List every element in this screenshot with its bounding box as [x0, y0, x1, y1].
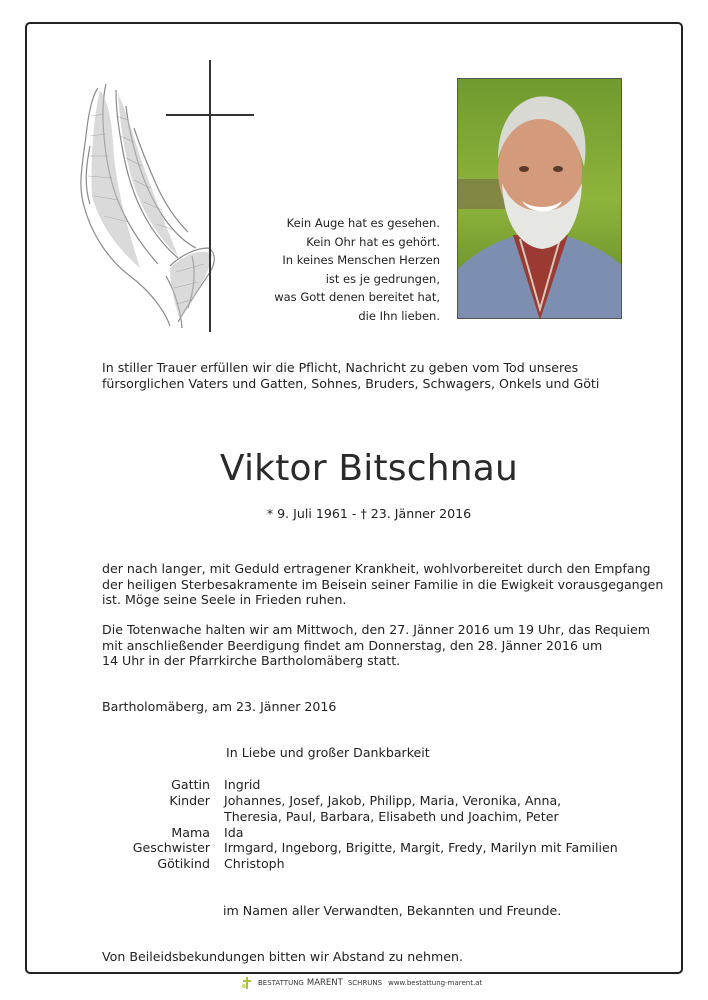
family-label-kinder: Kinder: [169, 793, 210, 808]
family-value-goetikind: Christoph: [224, 856, 285, 871]
funeral-details-paragraph: [102, 622, 650, 669]
final-note: Von Beileidsbekundungen bitten wir Abstand zu nehmen.: [102, 949, 464, 964]
footer-prefix: BESTATTUNG: [258, 979, 304, 987]
life-dates: * 9. Juli 1961 - † 23. Jänner 2016: [266, 506, 472, 521]
place-and-date: Bartholomäberg, am 23. Jänner 2016: [102, 699, 337, 714]
paragraph-line: 14 Uhr in der Pfarrkirche Bartholomäberg statt.: [102, 653, 401, 668]
love-line: In Liebe und großer Dankbarkeit: [226, 745, 430, 760]
verse-line: Kein Ohr hat es gehört.: [306, 234, 440, 249]
cross-horizontal-bar: [166, 114, 254, 116]
paragraph-line: Die Totenwache halten wir am Mittwoch, den 27. Jänner 2016 um 19 Uhr, das Requiem: [102, 622, 651, 637]
footer-brand: MARENT: [306, 978, 343, 988]
verse-line: ist es je gedrungen,: [325, 271, 440, 286]
family-label-geschwister: Geschwister: [132, 840, 210, 855]
portrait-photo: [457, 78, 622, 319]
family-value-gattin: Ingrid: [224, 777, 261, 792]
family-label-goetikind: Götikind: [157, 856, 210, 871]
cross-vertical-bar: [209, 60, 211, 332]
paragraph-line: der nach langer, mit Geduld ertragener Krankheit, wohlvorbereitet durch den Empfang: [102, 561, 651, 576]
verse-line: In keines Menschen Herzen: [282, 253, 440, 268]
deceased-name: Viktor Bitschnau: [219, 448, 519, 489]
verse-line: was Gott denen bereitet hat,: [274, 290, 440, 305]
family-label-gattin: Gattin: [171, 777, 210, 792]
paragraph-line: der heiligen Sterbesakramente im Beisein seiner Familie in die Ewigkeit vorausgegangen: [102, 576, 664, 592]
footer-imprint: [240, 975, 482, 991]
intro-line: fürsorglichen Vaters und Gatten, Sohnes, Bruders, Schwagers, Onkels und Göti: [102, 375, 600, 391]
kinder-line: Johannes, Josef, Jakob, Philipp, Maria, Veronika, Anna,: [224, 793, 562, 808]
funeral-home-logo-icon: [240, 976, 254, 990]
passing-paragraph: [102, 561, 663, 608]
kinder-line: Theresia, Paul, Barbara, Elisabeth und Joachim, Peter: [224, 808, 559, 824]
family-label-mama: Mama: [171, 825, 210, 840]
family-value-kinder: [224, 793, 561, 824]
verse-line: die Ihn lieben.: [358, 308, 440, 323]
closing-line: im Namen aller Verwandten, Bekannten und Freunde.: [223, 903, 562, 918]
paragraph-line: mit anschließender Beerdigung findet am Donnerstag, den 28. Jänner 2016 um: [102, 637, 603, 653]
verse-line: Kein Auge hat es gesehen.: [286, 216, 440, 230]
intro-line: In stiller Trauer erfüllen wir die Pflicht, Nachricht zu geben vom Tod unseres: [102, 360, 579, 375]
family-value-geschwister: Irmgard, Ingeborg, Brigitte, Margit, Fredy, Marilyn mit Familien: [224, 840, 618, 855]
intro-paragraph: [102, 360, 599, 391]
footer-url[interactable]: www.bestattung-marent.at: [388, 979, 483, 987]
bible-verse: [274, 214, 440, 326]
family-value-mama: Ida: [224, 825, 244, 840]
paragraph-line: ist. Möge seine Seele in Frieden ruhen.: [102, 592, 347, 607]
footer-town: SCHRUNS: [347, 979, 383, 987]
